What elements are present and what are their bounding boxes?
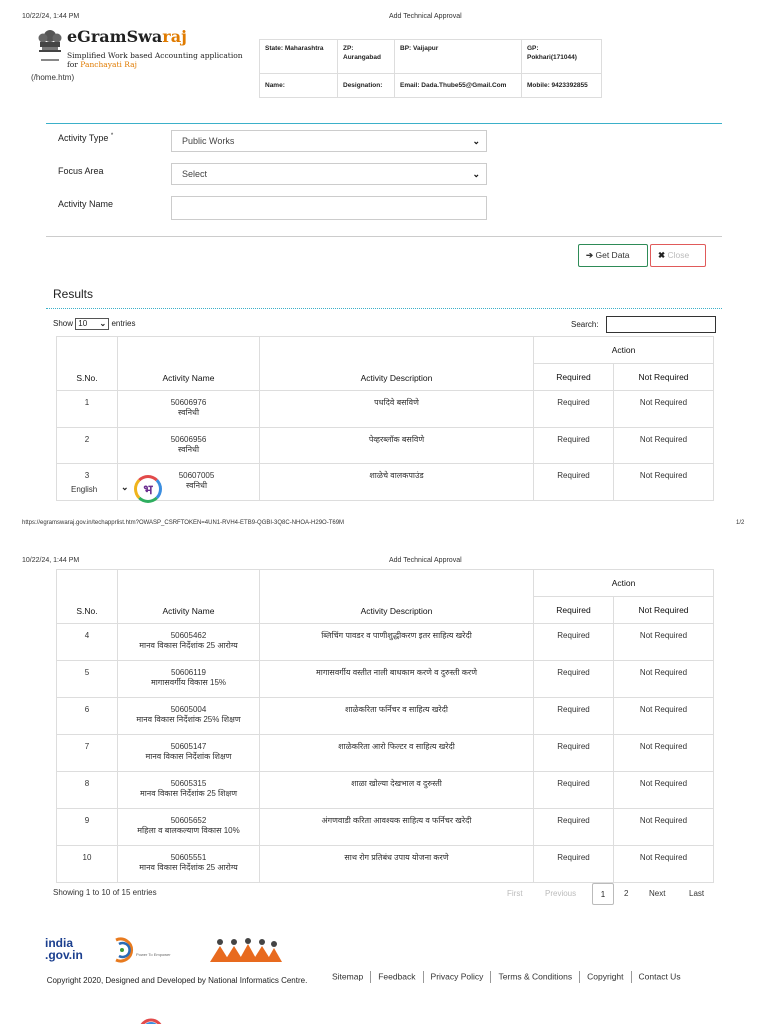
gp-cell: GP: Pokhari(171044) <box>522 40 602 74</box>
activity-type-label: Activity Type * <box>58 133 114 143</box>
digital-india-logo-icon[interactable] <box>108 937 134 963</box>
row-sno: 8 <box>57 772 118 809</box>
row-sno: 6 <box>57 698 118 735</box>
footer-link-terms[interactable]: Terms & Conditions <box>498 971 573 982</box>
table-row <box>57 624 714 661</box>
table-row <box>57 735 714 772</box>
results-title: Results <box>53 287 94 301</box>
home-link[interactable]: (/home.htm) <box>31 73 75 82</box>
row-activity-description: पधदिवे बसविणे <box>260 391 534 428</box>
row-sno: 3 <box>57 464 118 501</box>
table-row <box>57 698 714 735</box>
state-cell: State: Maharashtra <box>260 40 338 74</box>
pagination-previous[interactable]: Previous <box>545 889 577 898</box>
row-required-option[interactable]: Required <box>534 464 614 501</box>
focus-area-select[interactable]: Select ⌄ <box>171 163 487 185</box>
results-divider <box>46 308 722 309</box>
entries-length-control: Show 10 ⌄ entries <box>53 319 136 329</box>
row-activity-name: 50606956 स्वनिधी <box>118 428 260 464</box>
row-sno: 1 <box>57 391 118 428</box>
row-not-required-option[interactable]: Not Required <box>614 735 714 772</box>
activity-name-input[interactable] <box>171 196 487 220</box>
column-header-activity-name: Activity Name <box>118 337 260 391</box>
row-required-option[interactable]: Required <box>534 772 614 809</box>
table-row <box>57 846 714 883</box>
india-gov-logo[interactable]: india .gov.in <box>45 936 83 962</box>
footer-link-feedback[interactable]: Feedback <box>378 971 416 982</box>
pagination-page-2[interactable]: 2 <box>624 889 629 898</box>
row-sno: 2 <box>57 428 118 464</box>
bhashini-icon[interactable] <box>138 1017 164 1024</box>
get-data-button[interactable]: ➔ Get Data <box>578 244 648 267</box>
row-sno: 5 <box>57 661 118 698</box>
row-required-option[interactable]: Required <box>534 846 614 883</box>
row-not-required-option[interactable]: Not Required <box>614 661 714 698</box>
column-header-required: Required <box>534 364 614 391</box>
arrow-right-icon: ➔ <box>586 250 594 260</box>
row-activity-name: 50605147 मानव विकास निर्देशांक शिक्षण <box>118 735 260 772</box>
row-required-option[interactable]: Required <box>534 661 614 698</box>
activity-type-select[interactable]: Public Works ⌄ <box>171 130 487 152</box>
email-cell: Email: Dada.Thube55@Gmail.Com <box>395 74 522 98</box>
row-activity-description: मागासवर्गीय वस्तीत नाली बाधकाम करणे व दुरुस्ती करणे <box>260 661 534 698</box>
chevron-down-icon[interactable]: ⌄ <box>121 482 129 492</box>
print-page-number: 1/2 <box>736 520 745 526</box>
user-info-table <box>259 39 602 98</box>
row-activity-name: 50605004 मानव विकास निर्देशांक 25% शिक्षण <box>118 698 260 735</box>
pagination-last[interactable]: Last <box>689 889 705 898</box>
close-icon: ✖ <box>658 250 666 260</box>
row-not-required-option[interactable]: Not Required <box>614 464 714 501</box>
row-activity-description: अंगणवाडी करिता आवश्यक साहित्य व फर्निचर खरेदी <box>260 809 534 846</box>
footer-link-privacy-policy[interactable]: Privacy Policy <box>430 971 484 982</box>
name-cell: Name: <box>260 74 338 98</box>
row-not-required-option[interactable]: Not Required <box>614 809 714 846</box>
row-activity-name: 50606976 स्वनिधी <box>118 391 260 428</box>
footer-link-copyright[interactable]: Copyright <box>587 971 624 982</box>
filter-panel-divider <box>46 236 722 237</box>
row-sno: 7 <box>57 735 118 772</box>
table-row <box>57 661 714 698</box>
table-row <box>57 391 714 428</box>
row-activity-name: 50605551 मानव विकास निर्देशांक 25 आरोग्य <box>118 846 260 883</box>
search-label: Search: <box>571 320 599 329</box>
chevron-down-icon: ⌄ <box>472 169 480 179</box>
row-activity-description: शाळेकरिता फर्निचर व साहित्य खरेदी <box>260 698 534 735</box>
row-sno: 10 <box>57 846 118 883</box>
row-not-required-option[interactable]: Not Required <box>614 772 714 809</box>
results-table-continued <box>56 569 714 883</box>
column-header-not-required: Not Required <box>614 364 714 391</box>
print-page-title: Add Technical Approval <box>389 557 462 564</box>
row-activity-name: 50606119 मागासवर्गीय विकास 15% <box>118 661 260 698</box>
row-not-required-option[interactable]: Not Required <box>614 624 714 661</box>
bhashini-icon[interactable]: भ <box>134 475 162 503</box>
column-header-sno: S.No. <box>57 337 118 391</box>
row-activity-description: पेव्हरब्लॉक बसविणे <box>260 428 534 464</box>
row-required-option[interactable]: Required <box>534 698 614 735</box>
row-activity-name: 50605462 मानव विकास निर्देशांक 25 आरोग्य <box>118 624 260 661</box>
filter-panel-top-border <box>46 123 722 124</box>
row-not-required-option[interactable]: Not Required <box>614 846 714 883</box>
column-header-activity-description: Activity Description <box>260 337 534 391</box>
print-page-title: Add Technical Approval <box>389 13 462 20</box>
row-required-option[interactable]: Required <box>534 735 614 772</box>
search-input[interactable] <box>606 316 716 333</box>
panchayat-logo-icon[interactable] <box>210 938 282 962</box>
column-header-action: Action <box>534 570 714 597</box>
zp-cell: ZP: Aurangabad <box>338 40 395 74</box>
row-sno: 4 <box>57 624 118 661</box>
bp-cell: BP: Vaijapur <box>395 40 522 74</box>
power-to-empower-text: Power To Empower <box>136 952 171 957</box>
row-activity-description: शाळा खोल्या देखभाल व दुरुस्ती <box>260 772 534 809</box>
table-row <box>57 772 714 809</box>
row-activity-name: 50605652 महिला व बालकल्याण विकास 10% <box>118 809 260 846</box>
print-datetime: 10/22/24, 1:44 PM <box>22 13 80 20</box>
designation-cell: Designation: <box>338 74 395 98</box>
row-not-required-option[interactable]: Not Required <box>614 698 714 735</box>
column-header-sno: S.No. <box>57 570 118 624</box>
row-activity-description: साथ रोग प्रतिबंध उपाय योजना करणे <box>260 846 534 883</box>
column-header-activity-name: Activity Name <box>118 570 260 624</box>
close-button[interactable]: ✖ Close <box>650 244 706 267</box>
table-row <box>57 428 714 464</box>
footer-link-contact-us[interactable]: Contact Us <box>638 971 681 982</box>
row-activity-description: शाळेचे वालकपाउंड <box>260 464 534 501</box>
row-activity-name: 50605315 मानव विकास निर्देशांक 25 शिक्षण <box>118 772 260 809</box>
entries-length-select[interactable]: 10 ⌄ <box>75 318 109 330</box>
footer-links <box>332 971 681 983</box>
column-header-action: Action <box>534 337 714 364</box>
row-not-required-option[interactable]: Not Required <box>614 391 714 428</box>
row-required-option[interactable]: Required <box>534 428 614 464</box>
row-required-option[interactable]: Required <box>534 391 614 428</box>
column-header-activity-description: Activity Description <box>260 570 534 624</box>
chevron-down-icon: ⌄ <box>99 319 107 328</box>
pagination-first[interactable]: First <box>507 889 523 898</box>
activity-name-label: Activity Name <box>58 199 114 209</box>
entries-info: Showing 1 to 10 of 15 entries <box>53 888 157 897</box>
row-activity-description: ब्लिचिंग पावडर व पाणीशुद्धीकरण इतर साहित्य खरेदी <box>260 624 534 661</box>
print-datetime: 10/22/24, 1:44 PM <box>22 557 80 564</box>
print-url: https://egramswaraj.gov.in/techapprlist.htm?OWASP_CSRFTOKEN=4UN1-RVH4-ETB9-QGBI-3Q8C-NHOA-H29O-T69M <box>22 520 345 526</box>
row-sno: 9 <box>57 809 118 846</box>
pagination-page-1[interactable]: 1 <box>592 883 614 905</box>
column-header-required: Required <box>534 597 614 624</box>
row-required-option[interactable]: Required <box>534 809 614 846</box>
chevron-down-icon: ⌄ <box>472 136 480 146</box>
row-not-required-option[interactable]: Not Required <box>614 428 714 464</box>
logo-subtitle: Simplified Work based Accounting application for Panchayati Raj <box>67 51 243 69</box>
footer-link-sitemap[interactable]: Sitemap <box>332 971 364 982</box>
mobile-cell: Mobile: 9423392855 <box>522 74 602 98</box>
pagination-next[interactable]: Next <box>649 889 666 898</box>
language-select[interactable]: English <box>71 485 98 494</box>
table-row <box>57 809 714 846</box>
row-required-option[interactable]: Required <box>534 624 614 661</box>
row-activity-description: शाळेकरिता आरो फिल्टर व साहित्य खरेदी <box>260 735 534 772</box>
column-header-not-required: Not Required <box>614 597 714 624</box>
focus-area-label: Focus Area <box>58 166 104 176</box>
row-activity-name: 50607005 स्वनिधी <box>118 464 260 501</box>
copyright-text: Copyright 2020, Designed and Developed by National Informatics Centre. <box>46 976 308 985</box>
national-emblem-icon <box>36 26 64 66</box>
logo-title[interactable]: eGramSwaraj <box>67 27 187 46</box>
